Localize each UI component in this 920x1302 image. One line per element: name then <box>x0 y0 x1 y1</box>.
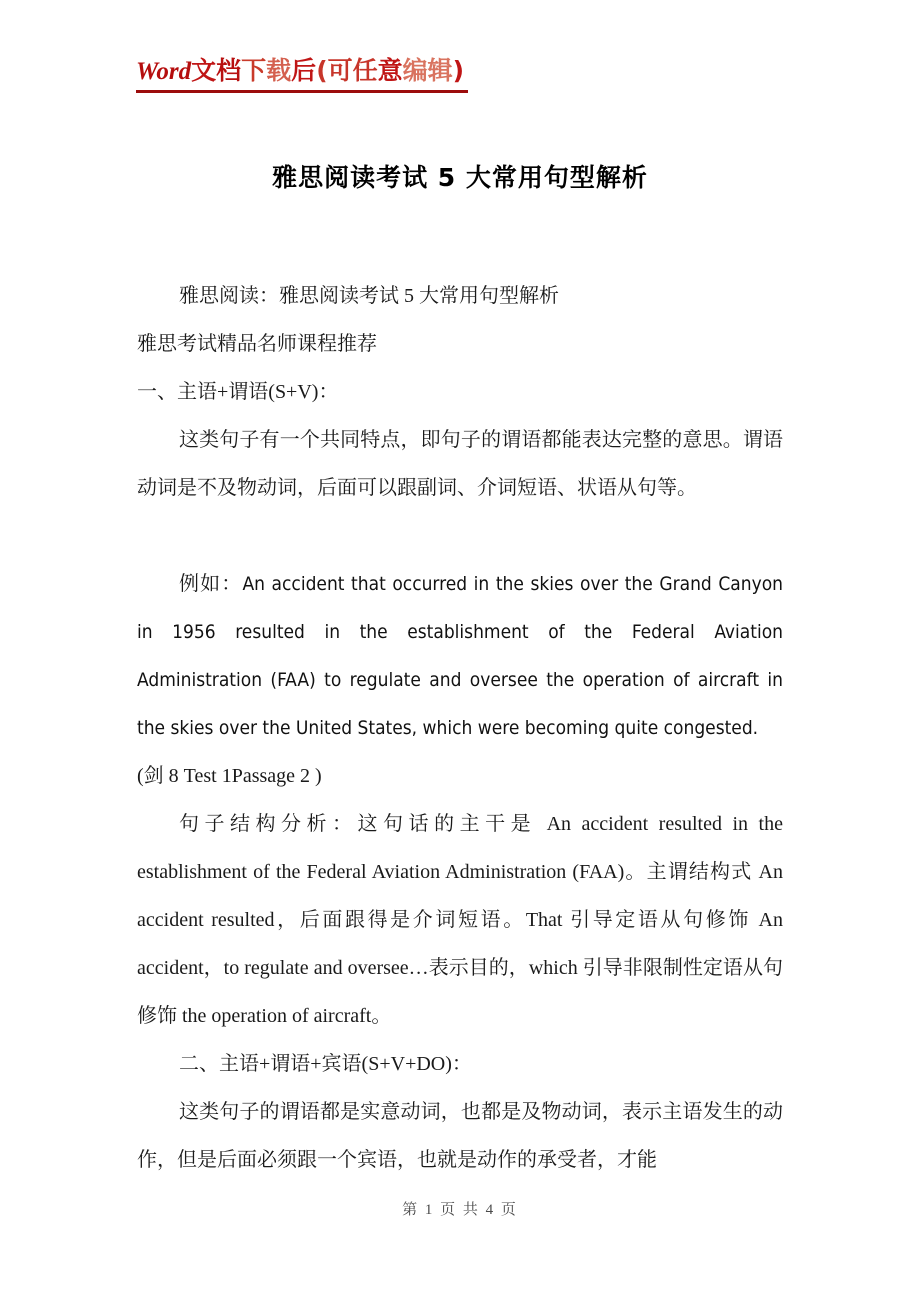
paragraph-section-one-body: 这类句子有一个共同特点，即句子的谓语都能表达完整的意思。谓语动词是不及物动词，后面可以跟副词、介词短语、状语从句等。 <box>137 429 783 499</box>
promo-seg-6: (可任 <box>316 56 378 85</box>
paragraph-spacer <box>137 512 783 560</box>
promo-header-text <box>136 56 476 87</box>
promo-seg-9: ) <box>452 56 465 85</box>
promo-seg-4: 载 <box>266 56 292 85</box>
paragraph-example-sentence <box>137 560 783 752</box>
paragraph-structure-analysis: 句子结构分析：这句话的主干是 An accident resulted in the establishment of the Federal Aviation Administration (FAA)。主谓结构式 An accident resulted，后面跟得是介词短语。That 引导定语从句修饰 An accident，to regulate and oversee…表示目的，which 引导非限制性定语从句修饰 the operation of aircraft。 <box>137 813 783 1027</box>
document-body <box>137 272 783 1184</box>
page-footer: 第 1 页 共 4 页 <box>402 1202 518 1218</box>
paragraph-course-promo: 雅思考试精品名师课程推荐 <box>137 333 377 355</box>
paragraph-source-citation: (剑 8 Test 1Passage 2 ) <box>137 765 322 787</box>
promo-seg-5: 后 <box>291 56 317 85</box>
example-english-text: An accident that occurred in the skies over the Grand Canyon in 1956 resulted in the establishment of the Federal Aviation Administration (FAA) to regulate and oversee the operation of aircraft in the skies over the United States, which were becoming quite congested. <box>137 573 783 739</box>
promo-seg-7: 意 <box>377 56 403 85</box>
paragraph-intro-heading: 雅思阅读：雅思阅读考试 5 大常用句型解析 <box>179 285 559 307</box>
promo-seg-1: 文 <box>191 56 217 85</box>
paragraph-section-two-body: 这类句子的谓语都是实意动词，也都是及物动词，表示主语发生的动作，但是后面必须跟一个宾语，也就是动作的承受者，才能 <box>137 1101 783 1171</box>
page-title: 雅思阅读考试 5 大常用句型解析 <box>272 162 648 192</box>
paragraph-section-two-heading: 二、主语+谓语+宾语(S+V+DO)： <box>179 1053 472 1075</box>
promo-seg-8: 编辑 <box>402 56 453 85</box>
promo-seg-2: 档 <box>216 56 242 85</box>
promo-word-label: Word <box>136 58 192 85</box>
promo-underline-rule <box>136 90 468 93</box>
promo-seg-3: 下 <box>241 56 267 85</box>
example-lead-in: 例如： <box>179 573 243 595</box>
paragraph-section-one-heading: 一、主语+谓语(S+V)： <box>137 381 339 403</box>
